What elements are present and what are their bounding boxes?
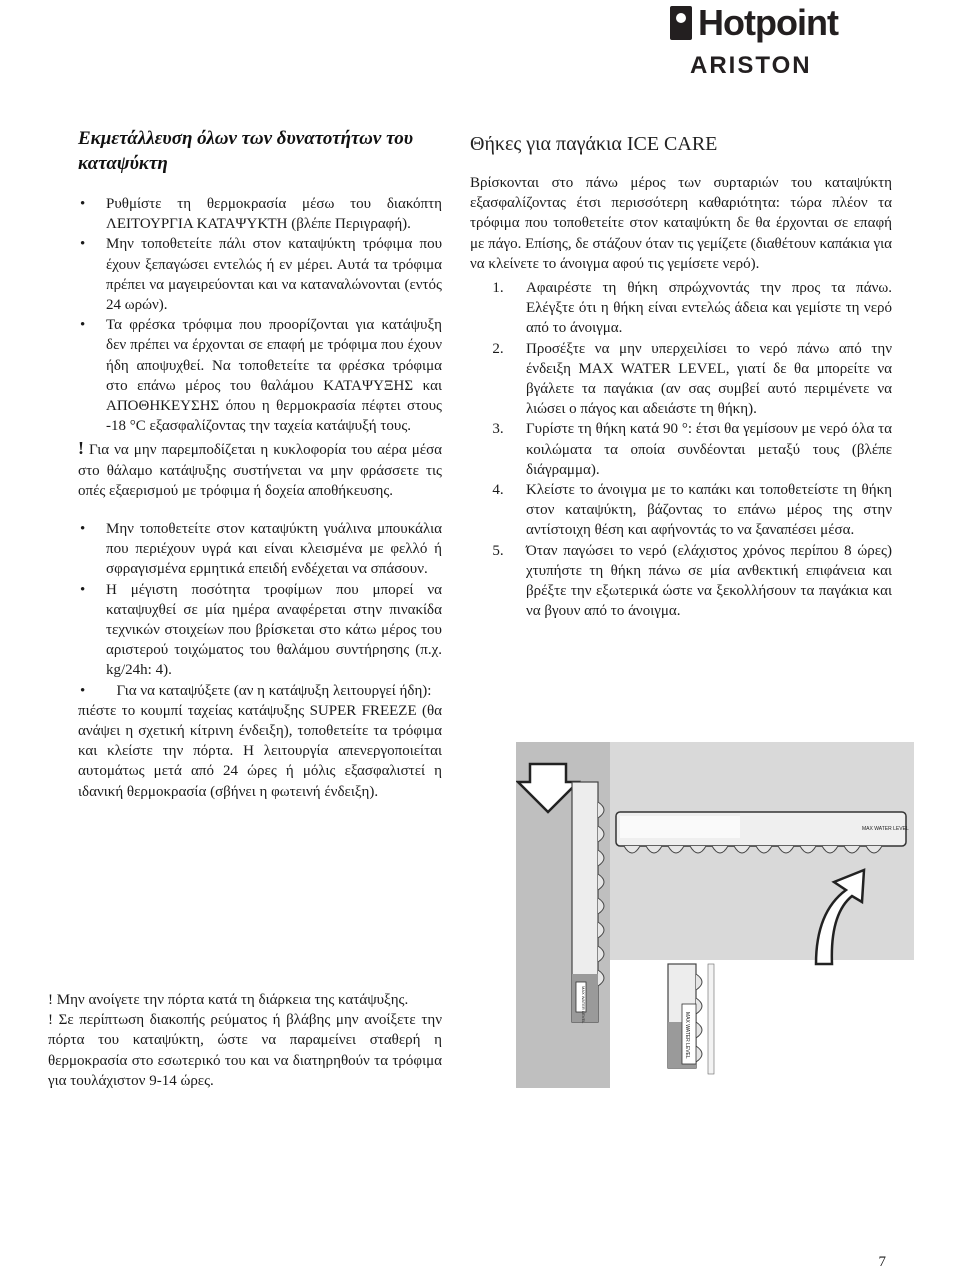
- step-text: Προσέξτε να μην υπερχειλίσει το νερό πάνω από την ένδειξη MAX WATER LEVEL, γιατί δε θα μπορείτε να βγάλετε τα παγάκια (αν σας συμβεί αυτό περιμένετε να λιώσει ο πάγος και αδειάστε τη θήκη).: [526, 340, 892, 418]
- freezer-tips-list: [78, 194, 442, 436]
- step-text: Όταν παγώσει το νερό (ελάχιστος χρόνος περίπου 8 ώρες) χτυπήστε τη θήκη πάνω σε μία ανθεκτική επιφάνεια και βρέξτε την εξωτερικά ώστε να ξεκολλήσουν τα παγάκια και να βγουν από το άνοιγμα.: [526, 542, 892, 620]
- list-item: [470, 278, 892, 339]
- list-item: • Ρυθμίστε τη θερμοκρασία μέσω του διακόπτη ΛΕΙΤΟΥΡΓΙΑ ΚΑΤΑΨΥΚΤΗ (βλέπε Περιγραφή).: [78, 194, 442, 234]
- airflow-warning: [78, 438, 442, 501]
- super-freeze-paragraph: πιέστε το κουμπί ταχείας κατάψυξης SUPER FREEZE (θα ανάψει η σχετική κίτρινη ένδειξη), τοποθετείτε τα τρόφιμα και κλείστε την πόρτα. Η λειτουργία απενεργοποιείται αυτομάτως μετά από 24 ώρες ή μόλις εξασφαλιστεί η ιδανική θερμοκρασία (σβήνει η φωτεινή ένδειξη).: [78, 702, 442, 800]
- tray-max-label: MAX WATER LEVEL: [862, 826, 909, 832]
- brand-logo-mark: [670, 6, 692, 40]
- list-item: [470, 541, 892, 622]
- ice-care-steps: [470, 278, 892, 621]
- list-item: [470, 339, 892, 420]
- ice-care-intro: Βρίσκονται στο πάνω μέρος των συρταριών του καταψύκτη εξασφαλίζοντας έτσι περισσότερη καθαριότητα: τώρα πλέον τα τρόφιμα που τοποθετείτε στον καταψύκτη δε θα έρχονται σε επαφή με πάγο. Επίσης, δε στάζουν όταν τις γεμίζετε (διαθέτουν καπάκια για να κλείνετε το άνοιγμα αφού τις γεμίσετε νερό).: [470, 175, 892, 272]
- right-column: [470, 132, 892, 621]
- list-item: • Μην τοποθετείτε πάλι στον καταψύκτη τρόφιμα που έχουν ξεπαγώσει εντελώς ή εν μέρει. Αυτά τα τρόφιμα πρέπει να μαγειρεύονται και να καταναλώνονται (εντός 24 ωρών).: [78, 234, 442, 315]
- list-item: • Τα φρέσκα τρόφιμα που προορίζονται για κατάψυξη δεν πρέπει να έρχονται σε επαφή με τρόφιμα που έχουν ήδη αποψυχθεί. Να τοποθετείτε τα φρέσκα τρόφιμα στο επάνω μέρος του θαλάμου ΚΑΤΑΨΥΞΗΣ και ΑΠΟΘΗΚΕΥΣΗΣ όπου η θερμοκρασία πέφτει στους -18 °C εξασφαλίζοντας την ταχεία κατάψυξή τους.: [78, 315, 442, 436]
- step-number: 4.: [492, 482, 504, 499]
- list-item: • Μην τοποθετείτε στον καταψύκτη γυάλινα μπουκάλια που περιέχουν υγρά και είναι κλεισμένα με φελλό ή σφραγισμένα ερμητικά επειδή ενδέχεται να σπάσουν.: [78, 519, 442, 580]
- brand-logo: [670, 0, 870, 88]
- note-power-failure: ! Σε περίπτωση διακοπής ρεύματος ή βλάβης μην ανοίξετε την πόρτα του καταψύκτη, ώστε να παραμείνει σταθερή η θερμοκρασία στο εσωτερικό του και να διατηρηθούν τα τρόφιμα για τουλάχιστον 9-14 ώρες.: [48, 1012, 442, 1089]
- step-number: 2.: [492, 340, 504, 357]
- step-number: 1.: [492, 280, 504, 297]
- bottom-notes: [48, 990, 442, 1091]
- list-item: [470, 419, 892, 480]
- left-column: [78, 126, 442, 802]
- step-text: Γυρίστε τη θήκη κατά 90 °: έτσι θα γεμίσουν με νερό όλα τα κοιλώματα τα οποία συνδέονται μεταξύ τους (βλέπε διάγραμμα).: [526, 421, 892, 478]
- section-title-ice-care: Θήκες για παγάκια ICE CARE: [470, 133, 718, 155]
- section-title-freezer: Εκμετάλλευση όλων των δυνατοτήτων του καταψύκτη: [78, 128, 414, 174]
- brand-subname: ARISTON: [690, 52, 812, 79]
- freezer-tips-list-2: [78, 519, 442, 701]
- page-number: 7: [878, 1254, 886, 1270]
- step-number: 5.: [492, 542, 504, 559]
- step-text: Αφαιρέστε τη θήκη σπρώχνοντάς την προς τα πάνω. Ελέγξτε ότι η θήκη είναι εντελώς άδεια και γεμίστε τη νερό από το άνοιγμα.: [526, 280, 892, 337]
- vertical-tray-max-label: MAX WATER LEVEL: [684, 1012, 690, 1059]
- left-tray-max-label: MAX WATER LEVEL: [581, 986, 586, 1024]
- brand-name: Hotpoint: [698, 2, 838, 43]
- list-item: • Η μέγιστη ποσότητα τροφίμων που μπορεί να καταψυχθεί σε μία ημέρα αναφέρεται στην πινακίδα τεχνικών στοιχείων που βρίσκεται στο κάτω μέρος του αριστερού τοιχώματος του θαλάμου συντήρησης (π.χ. kg/24h: 4).: [78, 580, 442, 681]
- step-text: Κλείστε το άνοιγμα με το καπάκι και τοποθετείστε τη θήκη στον καταψύκτη, βάζοντας το επάνω μέρος της στην αντίστοιχη θέση και αφήνοντάς το να ξαναπέσει μέσα.: [526, 482, 892, 539]
- step-number: 3.: [492, 421, 504, 438]
- warning-mark: !: [78, 438, 84, 459]
- ice-tray-diagram: [516, 742, 914, 1088]
- list-item: [470, 480, 892, 541]
- list-item: • Για να καταψύξετε (αν η κατάψυξη λειτουργεί ήδη):: [78, 681, 442, 701]
- note-door: ! Μην ανοίγετε την πόρτα κατά τη διάρκεια της κατάψυξης.: [48, 992, 409, 1008]
- airflow-warning-text: Για να μην παρεμποδίζεται η κυκλοφορία του αέρα μέσα στο θάλαμο κατάψυξης συστήνεται να μην φράσσετε τις οπές εξαερισμού με τρόφιμα ή δοχεία αποθήκευσης.: [78, 442, 443, 499]
